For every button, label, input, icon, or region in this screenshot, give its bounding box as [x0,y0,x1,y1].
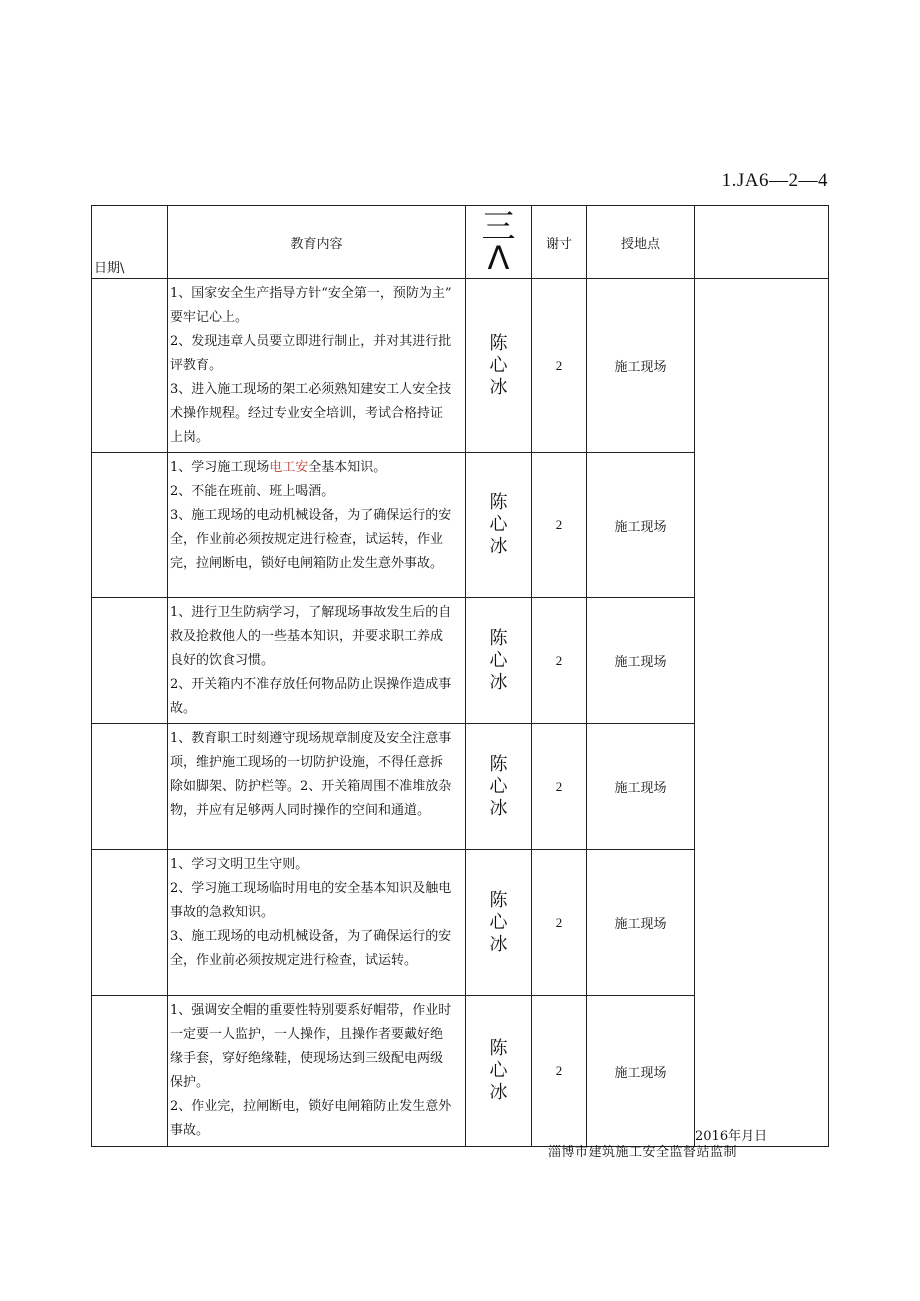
hours-header: 谢寸 [532,206,587,279]
content-line [170,456,463,480]
date-cell [92,996,168,1147]
place-cell: 施工现场 [587,598,695,724]
content-line: 物，并应有足够两人同时操作的空间和通道。 [170,803,431,818]
table-row [92,279,829,453]
teacher-char: 陈 [489,1038,508,1059]
content-line: 项，维护施工现场的一切防护设施，不得任意拆 [170,755,444,770]
content-text: 全基本知识。 [308,460,387,475]
document-code: 1.JA6—2—4 [721,170,828,191]
date-header [92,206,168,279]
content-line: 术操作规程。经过专业安全培训，考试合格持证 [170,406,444,421]
hours-cell: 2 [532,996,587,1147]
content-cell [168,850,466,996]
content-line: 1、强调安全帽的重要性特别要系好帽带，作业时 [170,1003,452,1018]
content-line: 除如脚架、防护栏等。2、开关箱周围不准堆放杂 [170,779,452,794]
teacher-char: 冰 [489,671,508,693]
teacher-char: 陈 [489,627,508,649]
content-line: 全，作业前必须按规定进行检查，试运转，作业 [170,532,444,547]
place-cell: 施工现场 [587,996,695,1147]
content-line: 2、发现违章人员要立即进行制止，并对其进行批 [170,334,452,349]
teacher-char: 陈 [489,889,508,911]
teacher-cell [466,996,532,1147]
teacher-char: 冰 [489,933,508,955]
hours-cell: 2 [532,453,587,598]
hours-cell: 2 [532,598,587,724]
content-cell [168,598,466,724]
content-line: 2、学习施工现场临时用电的安全基本知识及触电 [170,881,452,896]
teacher-char: 心 [489,1060,508,1081]
content-line: 事故的急救知识。 [170,905,275,920]
content-line: 故。 [170,701,197,716]
teacher-cell [466,724,532,850]
content-line: 完，拉闸断电，锁好电闸箱防止发生意外事故。 [170,556,444,571]
teacher-char: 陈 [489,492,508,513]
teacher-char: 心 [489,911,508,933]
issuer-footer: 淄博市建筑施工安全监督站监制 [548,1145,738,1160]
place-cell: 施工现场 [587,724,695,850]
place-cell: 施工现场 [587,850,695,996]
content-header: 教育内容 [168,206,466,279]
content-line: 2、开关箱内不准存放任何物品防止误操作造成事 [170,677,452,692]
hours-cell: 2 [532,724,587,850]
place-header: 授地点 [587,206,695,279]
content-line: 1、教育职工时刻遵守现场规章制度及安全注意事 [170,731,452,746]
signature-cell [695,279,829,1147]
content-cell [168,996,466,1147]
date-cell [92,850,168,996]
content-line: 良好的饮食习惯。 [170,653,275,668]
content-line: 救及抢救他人的一些基本知识，并要求职工养成 [170,629,444,644]
teacher-cell [466,279,532,453]
date-cell [92,724,168,850]
content-line: 2、作业完，拉闸断电，锁好电闸箱防止发生意外 [170,1099,452,1114]
content-line: 1、进行卫生防病学习，了解现场事故发生后的自 [170,605,452,620]
teacher-header [466,206,532,279]
content-line: 3、施工现场的电动机械设备，为了确保运行的安 [170,508,452,523]
teacher-char: 心 [489,775,508,797]
highlighted-text: 电工安 [269,460,309,475]
place-cell: 施工现场 [587,453,695,598]
content-line: 1、学习文明卫生守则。 [170,857,309,872]
safety-education-table [91,205,829,1147]
content-line: 全，作业前必须按规定进行检查，试运转。 [170,953,418,968]
teacher-char: 心 [489,649,508,671]
teacher-char: 心 [489,354,508,376]
content-line: 缘手套，穿好绝缘鞋，使现场达到三级配电两级 [170,1051,444,1066]
date-cell [92,453,168,598]
teacher-cell [466,598,532,724]
content-line: 事故。 [170,1123,210,1138]
teacher-char: 冰 [489,536,508,557]
content-line: 要牢记心上。 [170,310,249,325]
content-line: 上岗。 [170,430,210,445]
hours-cell: 2 [532,279,587,453]
content-line: 保护。 [170,1075,210,1090]
signature-header [695,206,829,279]
teacher-char: 陈 [489,753,508,775]
content-line: 2、不能在班前、班上喝酒。 [170,484,335,499]
teacher-cell [466,453,532,598]
content-line: 一定要一人监护，一人操作，且操作者要戴好绝 [170,1027,444,1042]
teacher-header-bottom: Λ [487,239,510,277]
teacher-char: 冰 [489,376,508,398]
content-line: 3、施工现场的电动机械设备，为了确保运行的安 [170,929,452,944]
content-cell [168,724,466,850]
table-header-row [92,206,829,279]
date-cell [92,598,168,724]
date-cell [92,279,168,453]
content-line: 1、国家安全生产指导方针“安全第一，预防为主” [170,286,452,301]
teacher-char: 陈 [489,332,508,354]
teacher-cell [466,850,532,996]
date-header-label: 日期\ [94,261,125,276]
teacher-char: 心 [489,514,508,535]
teacher-char: 冰 [489,1082,508,1103]
content-cell [168,279,466,453]
content-line: 3、进入施工现场的架工必须熟知建安工人安全技 [170,382,452,397]
teacher-header-top: 三 [481,207,516,247]
teacher-char: 冰 [489,797,508,819]
content-cell [168,453,466,598]
hours-cell: 2 [532,850,587,996]
content-text: 1、学习施工现场 [170,460,270,475]
content-line: 评教育。 [170,358,223,373]
sign-date: 2016年月日 [695,1129,768,1144]
place-cell: 施工现场 [587,279,695,453]
